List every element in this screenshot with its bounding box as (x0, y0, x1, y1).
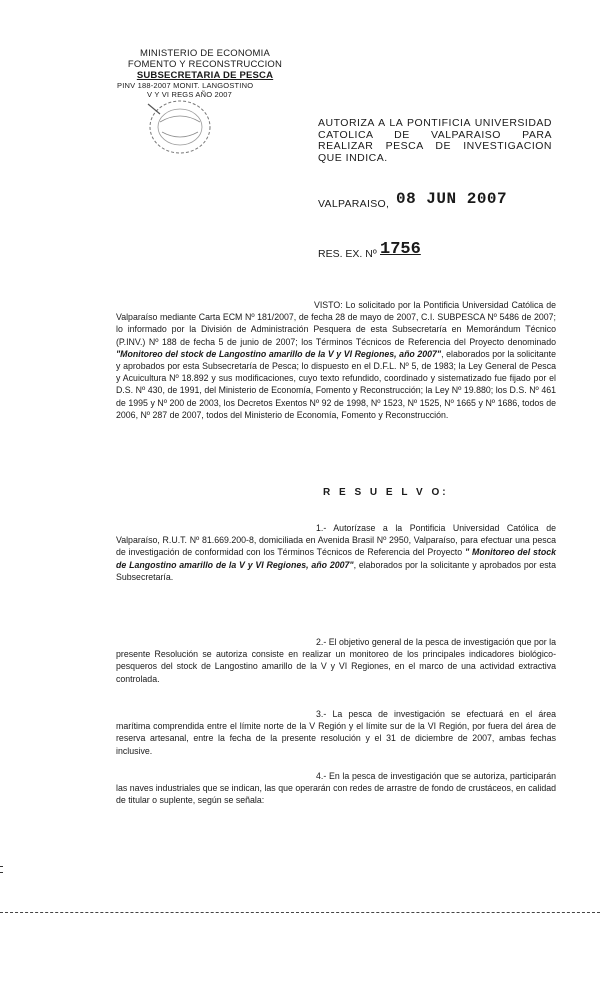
article-3: 3.- La pesca de investigación se efectuará en el área marítima comprendida entre el límite norte de la V Región y el límite sur de la VI Región, por fuera del área de reserva artesanal, entre la fecha de la presente resolución y el 31 de diciembre de 2007, ambas fechas inclusive. (116, 709, 556, 756)
article-2: 2.- El objetivo general de la pesca de investigación que por la presente Resolución se autoriza consiste en realizar un monitoreo de los principales indicadores biológico-pesqueros del stock de Langostino amarillo de la V y VI Regiones, en el marco de una actividad extractiva controlada. (116, 637, 556, 684)
visto-label: VISTO: (314, 300, 343, 310)
project-name: " Monitoreo del stock de Langostino amarillo de la V y VI Regiones, año 2007" (116, 547, 556, 570)
article-1: 1.- Autorízase a la Pontificia Universidad Católica de Valparaíso, R.U.T. Nº 81.669.200-8, domiciliada en Avenida Brasil Nº 2950, Valparaíso, para efectuar una pesca de investigación de conformidad con los Términos Técnicos de Referencia del Proyecto " Monitoreo del stock de Langostino amarillo de la V y VI Regiones, año 2007", elaborados por la solicitante y aprobados por esta Subsecretaría. (116, 523, 556, 582)
issue-date-stamp: 08 JUN 2007 (396, 190, 508, 208)
office-stamp-graphic (138, 96, 222, 158)
ministry-name: MINISTERIO DE ECONOMIA (139, 48, 271, 59)
resolution-subject: AUTORIZA A LA PONTIFICIA UNIVERSIDAD CATOLICA DE VALPARAISO PARA REALIZAR PESCA DE INVESTIGACION QUE INDICA. (318, 117, 552, 164)
article-4: 4.- En la pesca de investigación que se autoriza, participarán las naves industriales que se indican, las que operarán con redes de arrastre de fondo de crustáceos, en calidad de titular o suplente, según se señala: (116, 771, 556, 806)
file-reference: PINV 188-2007 MONIT. LANGOSTINO (117, 81, 254, 90)
resuelvo-heading: R E S U E L V O: (323, 487, 449, 498)
subsecretary-name: SUBSECRETARIA DE PESCA (136, 70, 274, 81)
page-cut-line (0, 912, 600, 913)
ministry-subtitle: FOMENTO Y RECONSTRUCCION (127, 59, 283, 70)
letterhead (105, 48, 305, 99)
margin-mark (0, 872, 3, 873)
margin-mark (0, 866, 3, 867)
resolution-number-label: RES. EX. Nº (318, 248, 377, 260)
visto-paragraph: VISTO: Lo solicitado por la Pontificia Universidad Católica de Valparaíso mediante Carta ECM Nº 181/2007, de fecha 28 de mayo de 2007, C.I. SUBPESCA Nº 5486 de 2007; lo informado por la División de Administración Pesquera de esta Subsecretaría en Memorándum Técnico (P.INV.) Nº 188 de fecha 5 de junio de 2007; los Términos Técnicos de Referencia del Proyecto denominado "Monitoreo del stock de Langostino amarillo de la V y VI Regiones, año 2007", elaborados por la solicitante y aprobados por esta Subsecretaría de Pesca; lo dispuesto en el D.F.L. Nº 5, de 1983; la Ley General de Pesca y Acuicultura Nº 18.892 y sus modificaciones, cuyo texto refundido, coordinado y sistematizado fue fijado por el D.S. Nº 430, de 1991, del Ministerio de Economía, Fomento y Reconstrucción; la Ley Nº 19.880; los D.S. Nº 461 de 1995 y Nº 200 de 2003, los Decretos Exentos Nº 92 de 1998, Nº 1523, Nº 1525, Nº 1665 y Nº 1686, todos de 2006, Nº 287 de 2007, todos del Ministerio de Economía, Fomento y Reconstrucción. (116, 300, 556, 420)
project-name: "Monitoreo del stock de Langostino amarillo de la V y VI Regiones, año 2007" (116, 348, 442, 359)
issue-place: VALPARAISO, (318, 198, 390, 210)
file-reference-regions: V Y VI REGS AÑO 2007 (147, 90, 233, 99)
resolution-number: 1756 (380, 240, 421, 259)
